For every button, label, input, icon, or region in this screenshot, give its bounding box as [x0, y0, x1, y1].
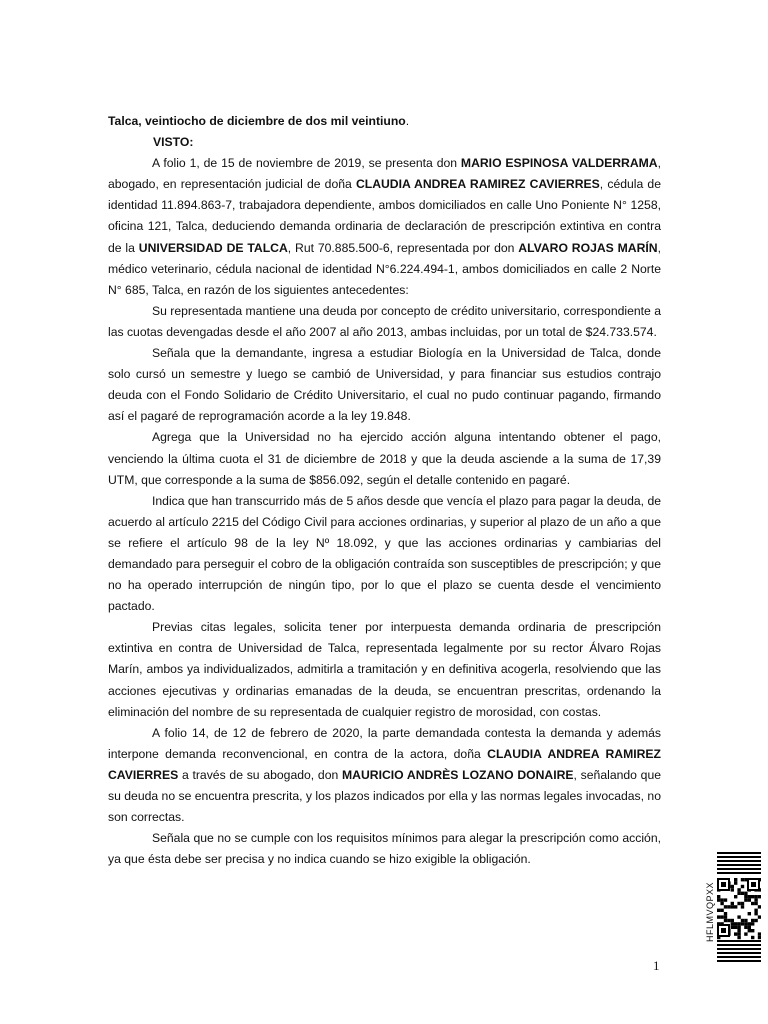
paragraph-text: Señala que no se cumple con los requisitos mínimos para alegar la prescripción como acción, ya que ésta debe ser precisa y no indica cuando se hizo exigible la obligación.	[108, 831, 661, 867]
bold-name-text: ALVARO ROJAS MARÍN	[518, 240, 658, 255]
paragraph-list	[108, 153, 661, 870]
verification-code-block	[703, 852, 761, 964]
paragraph-text: a través de su abogado, don	[178, 767, 343, 782]
visto-label: VISTO:	[153, 135, 194, 150]
paragraph-text: Agrega que la Universidad no ha ejercido acción alguna intentando obtener el pago, venciendo la última cuota el 31 de diciembre de 2018 y que la deuda asciende a la suma de 17,39 UTM, que corresponde a la suma de $856.092, según el detalle contenido en pagaré.	[108, 430, 661, 487]
paragraph-text: , señalando que su deuda no se encuentra prescrita, y los plazos indicados por ella y las normas legales invocadas, no son correctas.	[108, 767, 662, 825]
paragraph-debt	[108, 301, 661, 343]
qr-code-icon	[717, 852, 761, 964]
paragraph-text: Previas citas legales, solicita tener por interpuesta demanda ordinaria de prescripción extintiva en contra de Universidad de Talca, representada legalmente por su rector Álvaro Rojas Marín, ambos ya individualizados, admitirla a tramitación y en definitiva acogerla, resolviendo que las acciones ejecutivas y ordinarias emanadas de la deuda, se encuentran prescritas, ordenando la eliminación del nombre de su representada de cualquier registro de morosidad, con costas.	[108, 620, 661, 719]
paragraph-text: , médico veterinario, cédula nacional de identidad N°6.224.494-1, ambos domiciliados en calle 2 Norte N° 685, Talca, en razón de los siguientes antecedentes:	[108, 240, 661, 297]
paragraph-presentation	[108, 153, 661, 301]
verification-code-text: HFLMVQPXX	[705, 881, 715, 942]
document-heading	[108, 111, 661, 132]
bold-name-text: CLAUDIA ANDREA RAMIREZ CAVIERRES	[108, 746, 662, 782]
paragraph-text: Su representada mantiene una deuda por concepto de crédito universitario, correspondiente a las cuotas devengadas desde el año 2007 al año 2013, ambas incluidas, por un total de $24.733.574.	[108, 303, 661, 339]
paragraph-legal-citations	[108, 617, 661, 722]
paragraph-five-years	[108, 491, 661, 618]
heading-period: .	[405, 114, 410, 128]
paragraph-text: , abogado, en representación judicial de doña	[108, 156, 662, 192]
paragraph-text: , cédula de identidad 11.894.863-7, trabajadora dependiente, ambos domiciliados en calle Uno Poniente N° 1258, oficina 121, Talca, deduciendo demanda ordinaria de declaración de prescripción extintiva en contra de la	[108, 177, 661, 255]
paragraph-no-action	[108, 427, 661, 490]
paragraph-requirements	[108, 828, 661, 870]
paragraph-text: Señala que la demandante, ingresa a estudiar Biología en la Universidad de Talca, donde solo cursó un semestre y luego se cambió de Universidad, y para financiar sus estudios contrajo deuda con el Fondo Solidario de Crédito Universitario, el cual no pudo continuar pagando, firmando así el pagaré de reprogramación acorde a la ley 19.848.	[108, 346, 661, 424]
paragraph-studies	[108, 343, 661, 427]
heading-text: Talca, veintiocho de diciembre de dos mil veintiuno	[108, 114, 406, 128]
bold-name-text: CLAUDIA ANDREA RAMIREZ CAVIERRES	[355, 177, 600, 192]
paragraph-folio-14	[108, 723, 661, 828]
document-body	[108, 111, 661, 870]
bold-name-text: MARIO ESPINOSA VALDERRAMA	[460, 156, 658, 171]
paragraph-text: A folio 1, de 15 de noviembre de 2019, se presenta don	[152, 156, 461, 171]
paragraph-text: A folio 14, de 12 de febrero de 2020, la parte demandada contesta la demanda y además interpone demanda reconvencional, en contra de la actora, doña	[108, 725, 661, 761]
page-number: 1	[653, 958, 660, 973]
paragraph-text: , Rut 70.885.500-6, representada por don	[287, 240, 519, 255]
bold-name-text: UNIVERSIDAD DE TALCA	[138, 240, 288, 255]
paragraph-text: Indica que han transcurrido más de 5 años desde que vencía el plazo para pagar la deuda, de acuerdo al artículo 2215 del Código Civil para acciones ordinarias, y superior al plazo de un año a que se refiere el artículo 98 de la ley Nº 18.092, y que las acciones ordinarias y cambiarias del demandado para perseguir el cobro de la obligación contraída son susceptibles de prescripción; y que no ha operado interrupción de ningún tipo, por lo que el plazo se cuenta desde el vencimiento pactado.	[108, 493, 661, 614]
bold-name-text: MAURICIO ANDRÈS LOZANO DONAIRE	[342, 767, 574, 782]
